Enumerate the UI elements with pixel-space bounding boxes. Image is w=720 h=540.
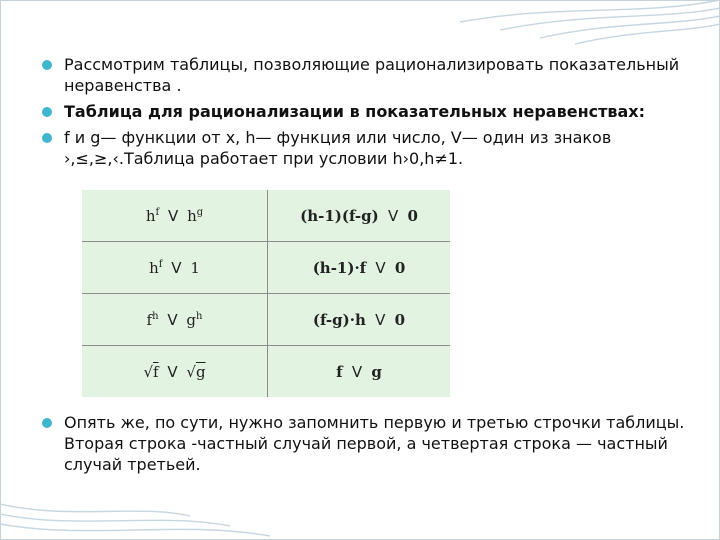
table-row (82, 242, 450, 294)
bullet-item-definitions (38, 127, 704, 169)
table-row (82, 294, 450, 346)
bullet-item-table-title (38, 101, 704, 122)
table-cell-expression: $h^f$ V $h^g$ (82, 190, 268, 242)
bullet-item-intro (38, 54, 704, 96)
comparison-operator: V (375, 310, 386, 329)
comparison-operator: V (375, 258, 386, 277)
table-cell-expression: √f V √g (82, 346, 268, 398)
comparison-operator: V (167, 362, 178, 381)
bullet-text-line-1: f и g— функции от x, h— функция или число, V— один из знаков (64, 128, 612, 147)
table-cell-result: (h-1)·f V 0 (268, 242, 451, 294)
top-right-swoosh (460, 0, 720, 44)
table-cell-expression: $f^h$ V $g^h$ (82, 294, 268, 346)
bullet-text-line-2: ›,≤,≥,‹.Таблица работает при условии h›0,h≠1. (64, 149, 464, 168)
bottom-left-swoosh (0, 504, 270, 536)
bullet-text: Рассмотрим таблицы, позволяющие рационализировать показательный неравенства . (64, 55, 680, 95)
comparison-operator: V (168, 206, 179, 225)
rationalization-table (82, 190, 450, 397)
comparison-operator: V (167, 310, 178, 329)
sqrt-icon: √ (143, 362, 153, 381)
table-cell-expression: $h^f$ V 1 (82, 242, 268, 294)
bullet-dot-icon (42, 60, 52, 70)
table-cell-result: f V g (268, 346, 451, 398)
bullet-dot-icon (42, 107, 52, 117)
bullet-item-conclusion (38, 412, 704, 475)
table-cell-result: (h-1)(f-g) V 0 (268, 190, 451, 242)
bullet-dot-icon (42, 133, 52, 143)
sqrt-icon: √ (186, 362, 196, 381)
comparison-operator: V (171, 258, 182, 277)
table-cell-result: (f-g)·h V 0 (268, 294, 451, 346)
comparison-operator: V (387, 206, 399, 225)
bullet-dot-icon (42, 418, 52, 428)
bullet-text: Опять же, по сути, нужно запомнить первую и третью строчки таблицы. Вторая строка -частный случай первой, а четвертая строка — частный случай третьей. (64, 413, 685, 474)
comparison-operator: V (351, 362, 363, 381)
table-row (82, 346, 450, 398)
table-row (82, 190, 450, 242)
bullet-text: Таблица для рационализации в показательных неравенствах: (64, 102, 646, 121)
